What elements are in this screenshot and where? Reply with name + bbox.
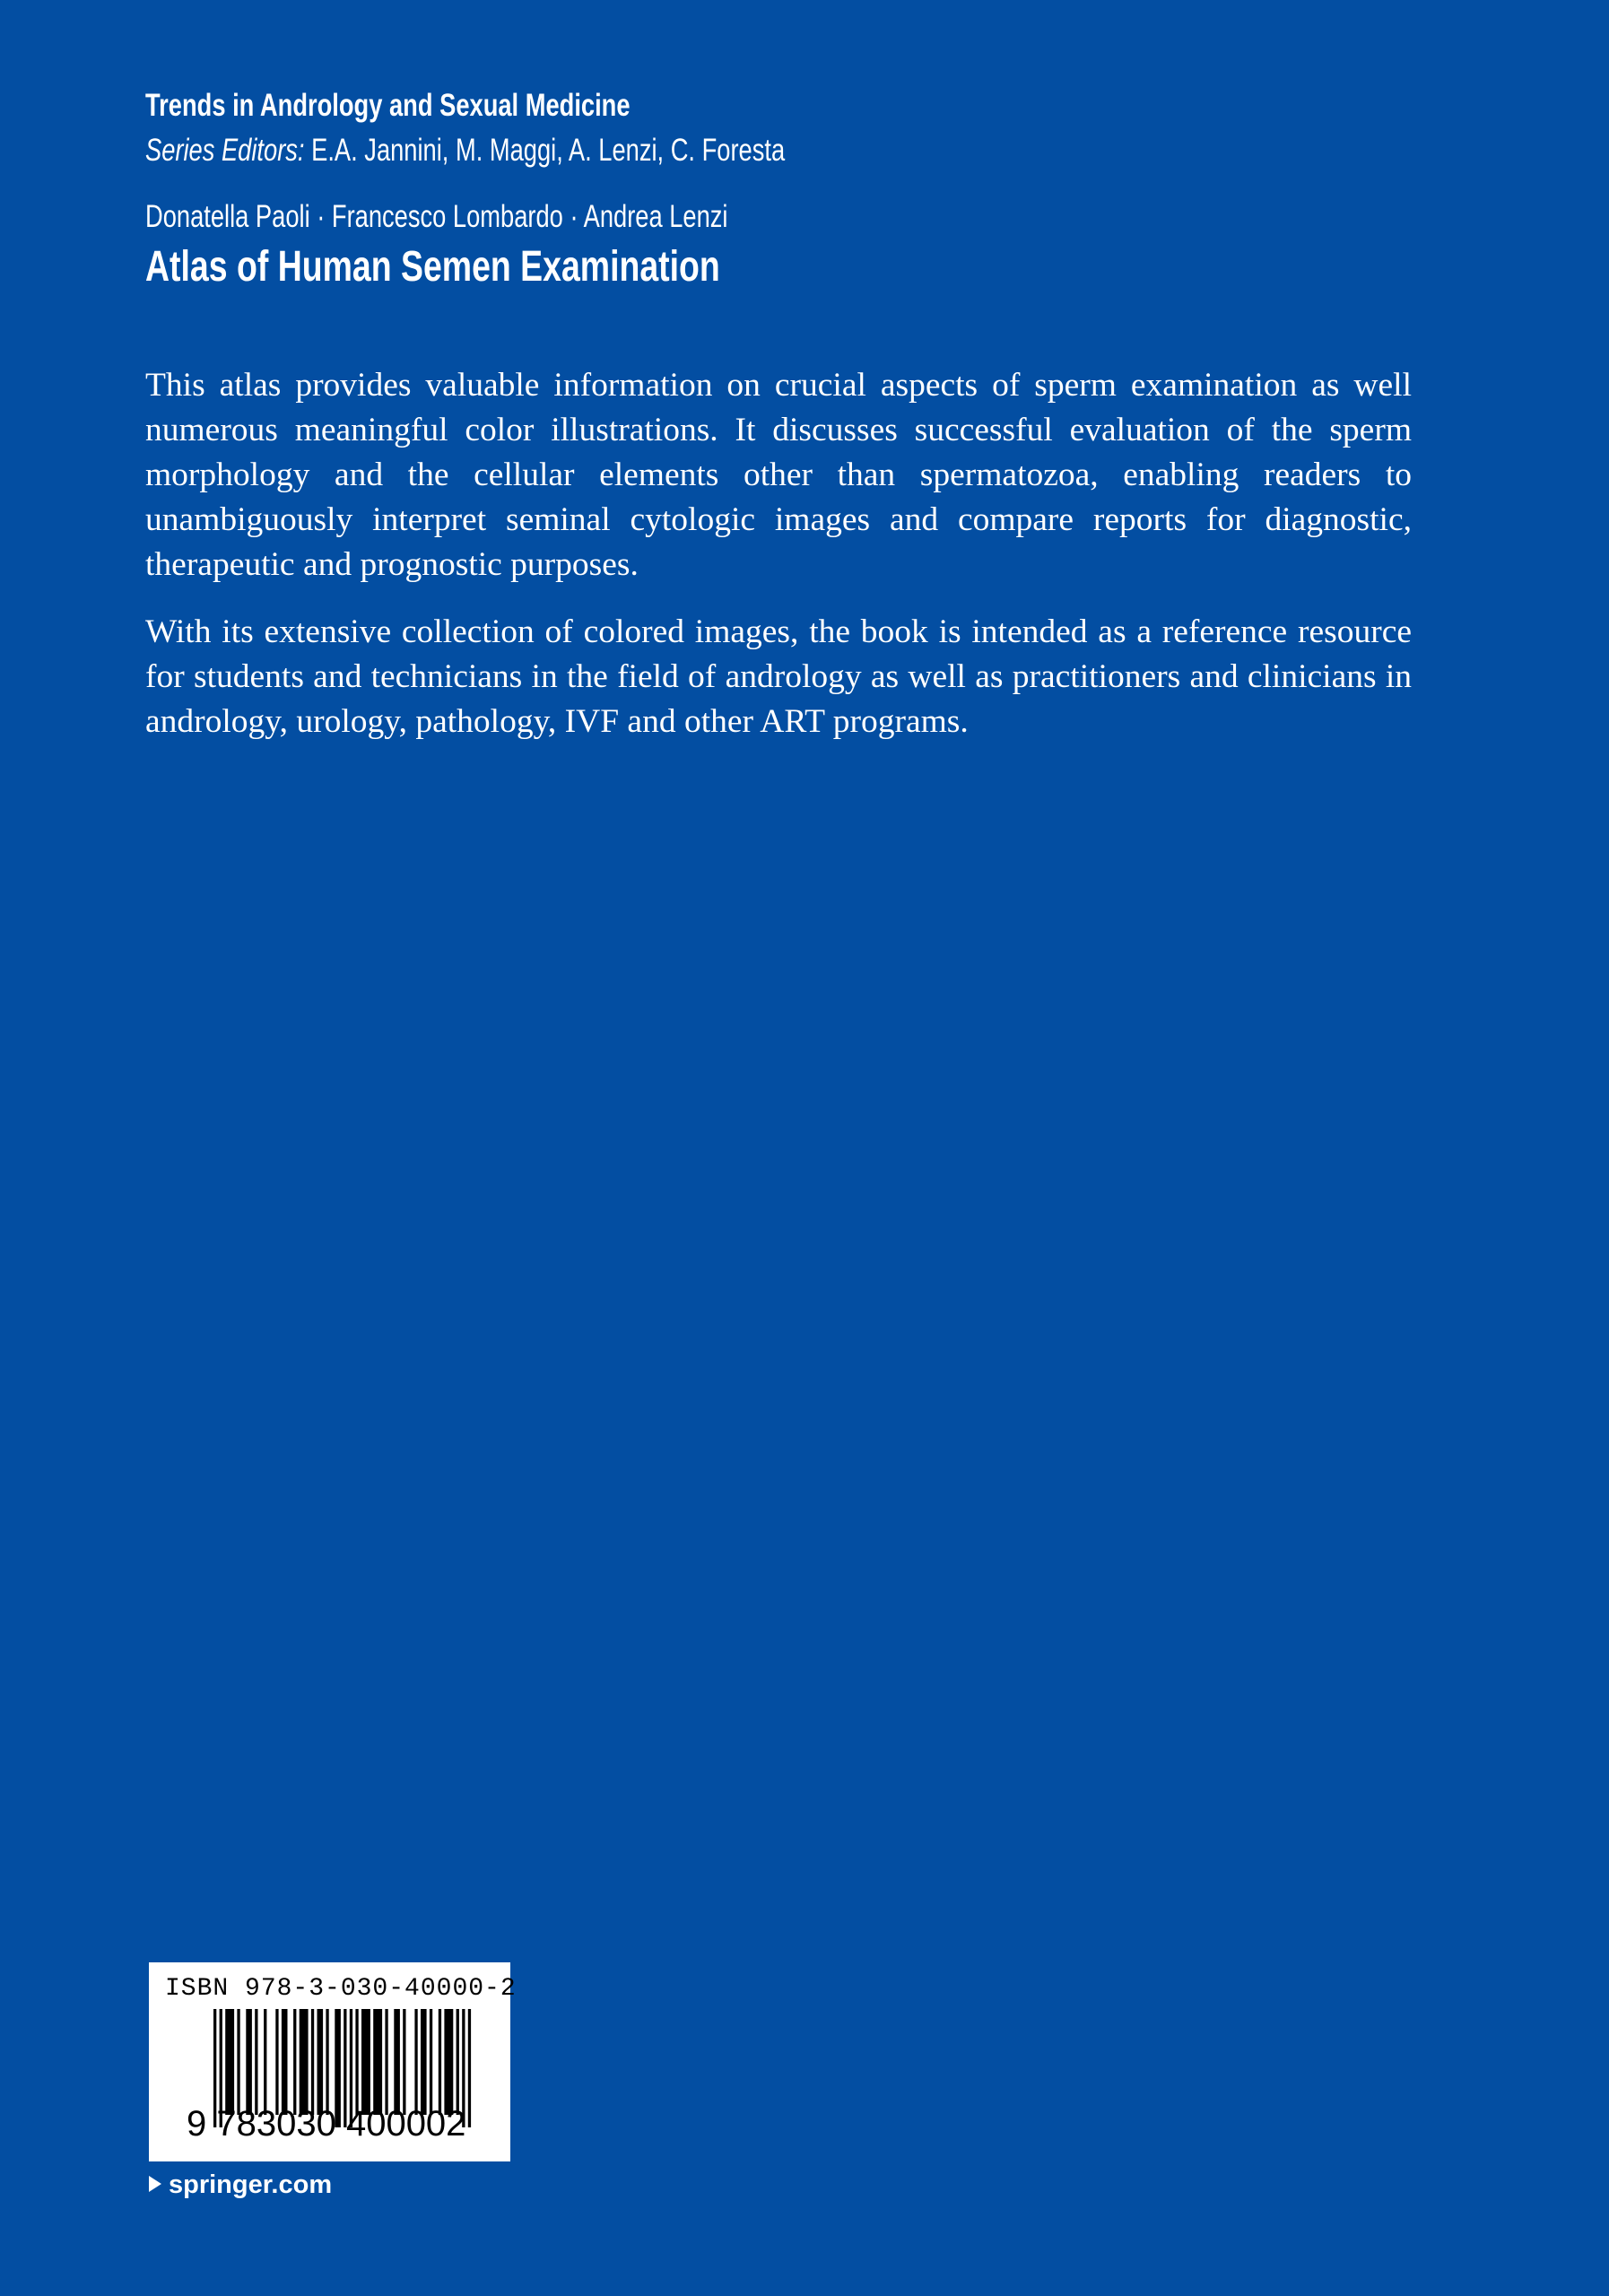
barcode-bar <box>246 2009 252 2115</box>
barcode-bar <box>293 2009 296 2115</box>
barcode-bar <box>255 2009 257 2115</box>
play-triangle-icon <box>149 2176 161 2192</box>
series-editors-names: E.A. Jannini, M. Maggi, A. Lenzi, C. Foresta <box>311 133 786 168</box>
book-title: Atlas of Human Semen Examination <box>145 243 720 291</box>
barcode-bar <box>444 2009 453 2115</box>
series-editors <box>145 133 785 169</box>
isbn-barcode-box <box>149 1962 517 2161</box>
barcode-bar <box>237 2009 239 2115</box>
series-editors-label: Series Editors: <box>145 133 305 168</box>
barcode-bar <box>355 2009 358 2115</box>
description-paragraph: This atlas provides valuable information on crucial aspects of sperm examination as well numerous meaningful color illustrations. It discusses successful evaluation of the sperm morphology and the cellular elements other than spermatozoa, enabling readers to unambiguously interpret seminal cytologic images and compare reports for diagnostic, therapeutic and prognostic purposes. <box>145 367 1412 583</box>
barcode-bar <box>468 2009 471 2127</box>
barcode-bar <box>361 2009 370 2115</box>
barcode-digits: 9 783030 400002 <box>187 2104 466 2144</box>
barcode-bar <box>373 2009 382 2115</box>
barcode-bar <box>326 2009 328 2115</box>
barcode-bar <box>311 2009 314 2115</box>
barcode-bar <box>300 2009 309 2115</box>
description-paragraph: With its extensive collection of colored images, the book is intended as a reference resource for students and technicians in the field of andrology as well as practitioners and clinicians in andrology, urology, pathology, IVF and other ART programs. <box>145 613 1412 740</box>
isbn-text: ISBN 978-3-030-40000-2 <box>165 1975 517 2003</box>
series-title: Trends in Andrology and Sexual Medicine <box>145 88 631 123</box>
springer-link-text: springer.com <box>169 2170 333 2199</box>
barcode-bar <box>275 2009 278 2115</box>
barcode-bar <box>225 2009 234 2115</box>
barcode-bar <box>457 2009 459 2115</box>
barcode-bar <box>264 2009 266 2115</box>
springer-link[interactable] <box>149 2170 332 2200</box>
barcode-bar <box>439 2009 441 2115</box>
barcode-bar <box>394 2009 400 2115</box>
barcode-bar <box>403 2009 405 2115</box>
barcode-bar <box>430 2009 432 2115</box>
barcode-bar <box>317 2009 324 2115</box>
barcode-bar <box>282 2009 288 2115</box>
barcode-bar <box>385 2009 387 2115</box>
book-authors: Donatella Paoli · Francesco Lombardo · Andrea Lenzi <box>145 199 728 234</box>
barcode-bar <box>421 2009 427 2115</box>
barcode-bar <box>414 2009 417 2115</box>
